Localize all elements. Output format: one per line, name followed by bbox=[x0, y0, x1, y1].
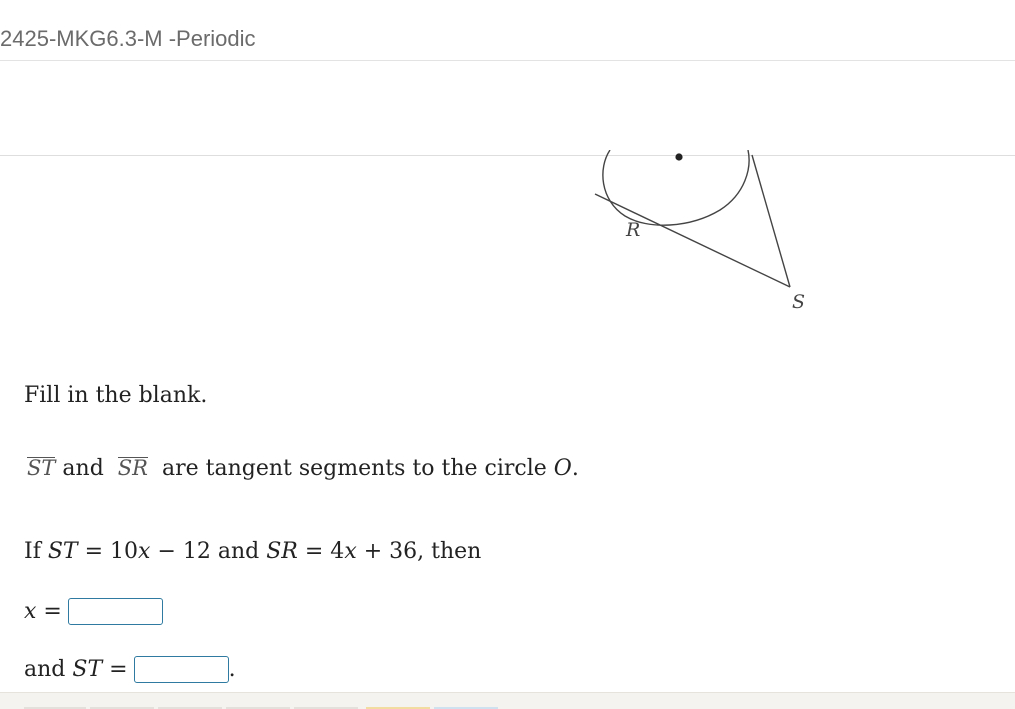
given-equations bbox=[24, 539, 481, 564]
given-sr-name: SR bbox=[266, 539, 298, 564]
given-sr-expression: = 4 bbox=[304, 539, 345, 564]
footer-toolbar bbox=[0, 692, 1015, 709]
given-st-name: ST bbox=[47, 539, 78, 564]
given-st-tail: − 12 and bbox=[157, 539, 260, 564]
answer-st-variable: ST bbox=[72, 656, 103, 682]
section-divider bbox=[0, 155, 1015, 156]
answer-x-variable: x bbox=[24, 598, 37, 624]
stem-and-text: and bbox=[62, 456, 104, 481]
answer-x-row bbox=[24, 595, 163, 627]
stem-rest-text: are tangent segments to the circle bbox=[161, 456, 547, 481]
given-prefix: If bbox=[24, 539, 41, 564]
given-sr-variable: x bbox=[344, 539, 357, 564]
tangent-segment-sr bbox=[595, 194, 790, 287]
point-label-s: S bbox=[792, 291, 806, 313]
point-label-r: R bbox=[626, 219, 641, 241]
circle-o bbox=[603, 150, 749, 225]
answer-st-equals: = bbox=[109, 656, 128, 682]
tangent-figure bbox=[580, 150, 820, 320]
circle-name: O bbox=[553, 456, 572, 481]
answer-st-row bbox=[24, 653, 236, 685]
question-stem bbox=[27, 456, 579, 481]
given-st-expression: = 10 bbox=[84, 539, 139, 564]
tangent-segment-st bbox=[752, 155, 790, 287]
assessment-title: 2425-MKG6.3-M -Periodic bbox=[0, 26, 256, 51]
segment-sr-label: SR bbox=[117, 456, 148, 480]
given-sr-tail: + 36, then bbox=[363, 539, 482, 564]
answer-st-period: . bbox=[228, 656, 236, 682]
center-point-o bbox=[675, 153, 682, 160]
header-bar bbox=[0, 0, 1015, 61]
given-st-variable: x bbox=[138, 539, 151, 564]
answer-x-equals: = bbox=[43, 598, 62, 624]
segment-st-label: ST bbox=[27, 456, 56, 480]
answer-st-lead: and bbox=[24, 656, 66, 682]
st-answer-input[interactable] bbox=[134, 656, 229, 683]
x-answer-input[interactable] bbox=[68, 598, 163, 625]
stem-period: . bbox=[571, 456, 579, 481]
question-instruction: Fill in the blank. bbox=[24, 383, 208, 408]
